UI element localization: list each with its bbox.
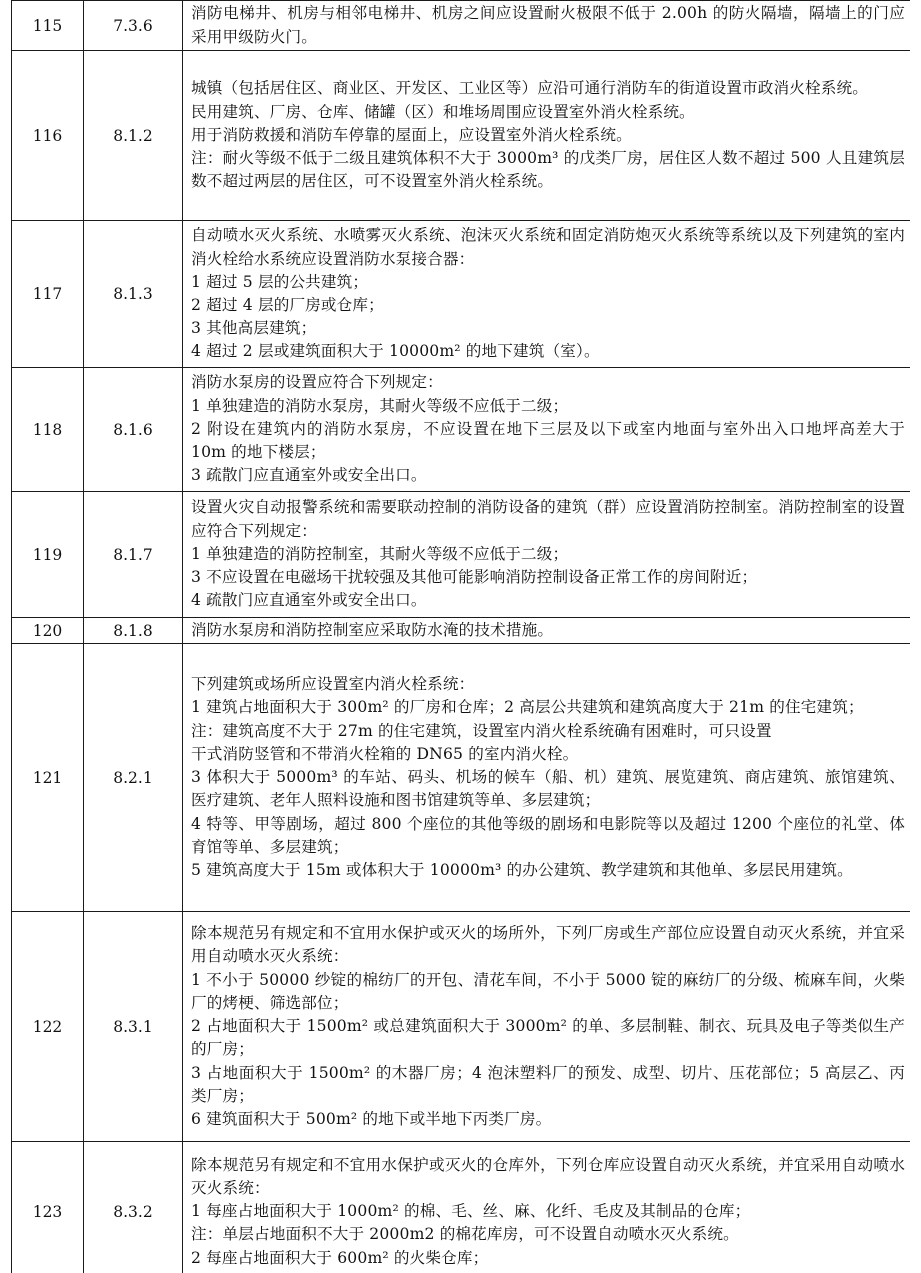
row-number: 122: [12, 912, 84, 1142]
text-line: 除本规范另有规定和不宜用水保护或灭火的场所外，下列厂房或生产部位应设置自动灭火系统，并宜采用自动喷水灭火系统：: [191, 924, 905, 966]
text-line: 4 疏散门应直通室外或安全出口。: [191, 591, 427, 610]
text-line: 1 每座占地面积大于 1000m² 的棉、毛、丝、麻、化纤、毛皮及其制品的仓库；: [191, 1202, 751, 1221]
text-line: 3 占地面积大于 1500m² 的木器厂房；4 泡沫塑料厂的预发、成型、切片、压花部位；5 高层乙、丙类厂房；: [191, 1063, 905, 1105]
clause-text: [183, 618, 911, 644]
text-line: 3 体积大于 5000m³ 的车站、码头、机场的候车（船、机）建筑、展览建筑、商店建筑、旅馆建筑、医疗建筑、老年人照料设施和图书馆建筑等单、多层建筑；: [191, 768, 905, 810]
text-line: 注：耐火等级不低于二级且建筑体积不大于 3000m³ 的戊类厂房，居住区人数不超过 500 人且建筑层数不超过两层的居住区，可不设置室外消火栓系统。: [191, 149, 905, 191]
text-line: 1 单独建造的消防水泵房，其耐火等级不应低于二级；: [191, 396, 569, 415]
clause-number: 8.1.6: [84, 368, 183, 492]
table-row: [12, 221, 911, 368]
text-line: 3 不应设置在电磁场干扰较强及其他可能影响消防控制设备正常工作的房间附近；: [191, 568, 758, 587]
regulation-table-wrapper: [11, 0, 910, 1273]
text-line: 3 疏散门应直通室外或安全出口。: [191, 466, 427, 485]
text-line: 消防水泵房的设置应符合下列规定：: [191, 373, 443, 392]
regulation-table: [11, 0, 910, 1273]
row-number: 120: [12, 618, 84, 644]
clause-number: 7.3.6: [84, 1, 183, 51]
text-line: 1 单独建造的消防控制室，其耐火等级不应低于二级；: [191, 544, 569, 563]
clause-text: [183, 1, 911, 51]
clause-number: 8.1.7: [84, 492, 183, 618]
text-line: 2 超过 4 层的厂房或仓库；: [191, 296, 384, 314]
table-row: [12, 1142, 911, 1273]
clause-number: 8.2.1: [84, 644, 183, 912]
text-line: 3 其他高层建筑；: [191, 319, 317, 338]
clause-text: [183, 51, 911, 221]
text-line: 城镇（包括居住区、商业区、开发区、工业区等）应沿可通行消防车的街道设置市政消火栓系统。: [191, 79, 868, 98]
text-line: 1 建筑占地面积大于 300m² 的厂房和仓库；2 高层公共建筑和建筑高度大于 21m 的住宅建筑；: [191, 698, 864, 717]
text-line: 4 特等、甲等剧场，超过 800 个座位的其他等级的剧场和电影院等以及超过 1200 个座位的礼堂、体育馆等单、多层建筑；: [191, 814, 905, 856]
text-line: 6 建筑面积大于 500m² 的地下或半地下丙类厂房。: [191, 1109, 552, 1128]
row-number: 121: [12, 644, 84, 912]
table-row: [12, 492, 911, 618]
table-row: [12, 368, 911, 492]
text-line: 民用建筑、厂房、仓库、储罐（区）和堆场周围应设置室外消火栓系统。: [191, 102, 695, 121]
clause-number: 8.1.2: [84, 51, 183, 221]
clause-text: [183, 221, 911, 368]
row-number: 117: [12, 221, 84, 368]
table-row: [12, 618, 911, 644]
text-line: 2 每座占地面积大于 600m² 的火柴仓库；: [191, 1248, 489, 1267]
text-line: 5 建筑高度大于 15m 或体积大于 10000m³ 的办公建筑、教学建筑和其他单、多层民用建筑。: [191, 860, 853, 879]
text-line: 1 超过 5 层的公共建筑；: [191, 272, 369, 291]
clause-number: 8.1.8: [84, 618, 183, 644]
row-number: 119: [12, 492, 84, 618]
clause-number: 8.3.1: [84, 912, 183, 1142]
clause-number: 8.3.2: [84, 1142, 183, 1273]
clause-text: [183, 368, 911, 492]
text-line: 1 不小于 50000 纱锭的棉纺厂的开包、清花车间，不小于 5000 锭的麻纺厂的分级、梳麻车间，火柴厂的烤梗、筛选部位；: [191, 970, 905, 1012]
text-line: 注：建筑高度不大于 27m 的住宅建筑，设置室内消火栓系统确有困难时，可只设置: [191, 721, 772, 740]
text-line: 4 超过 2 层或建筑面积大于 10000m² 的地下建筑（室）。: [191, 342, 600, 361]
text-line: 下列建筑或场所应设置室内消火栓系统：: [191, 675, 475, 694]
row-number: 123: [12, 1142, 84, 1273]
text-line: 2 附设在建筑内的消防水泵房，不应设置在地下三层及以下或室内地面与室外出入口地坪高差大于 10m 的地下楼层；: [191, 419, 905, 462]
table-row: [12, 51, 911, 221]
text-line: 消防电梯井、机房与相邻电梯井、机房之间应设置耐火极限不低于 2.00h 的防火隔墙，隔墙上的门应采用甲级防火门。: [191, 4, 905, 46]
table-row: [12, 912, 911, 1142]
table-row: [12, 644, 911, 912]
row-number: 115: [12, 1, 84, 51]
clause-text: [183, 644, 911, 912]
clause-text: [183, 1142, 911, 1273]
text-line: 消防水泵房和消防控制室应采取防水淹的技术措施。: [191, 621, 554, 639]
text-line: 设置火灾自动报警系统和需要联动控制的消防设备的建筑（群）应设置消防控制室。消防控制室的设置应符合下列规定：: [191, 498, 905, 540]
text-line: 用于消防救援和消防车停靠的屋面上，应设置室外消火栓系统。: [191, 125, 632, 144]
clause-number: 8.1.3: [84, 221, 183, 368]
text-line: 干式消防竖管和不带消火栓箱的 DN65 的室内消火栓。: [191, 744, 579, 763]
text-line: 自动喷水灭火系统、水喷雾灭火系统、泡沫灭火系统和固定消防炮灭火系统等系统以及下列建筑的室内消火栓给水系统应设置消防水泵接合器：: [191, 226, 905, 268]
text-line: 除本规范另有规定和不宜用水保护或灭火的仓库外，下列仓库应设置自动灭火系统，并宜采用自动喷水灭火系统：: [191, 1155, 905, 1197]
clause-text: [183, 492, 911, 618]
row-number: 116: [12, 51, 84, 221]
text-line: 2 占地面积大于 1500m² 或总建筑面积大于 3000m² 的单、多层制鞋、制衣、玩具及电子等类似生产的厂房；: [191, 1017, 905, 1059]
clause-text: [183, 912, 911, 1142]
text-line: 注：单层占地面积不大于 2000m2 的棉花库房，可不设置自动喷水灭火系统。: [191, 1225, 739, 1244]
table-row: [12, 1, 911, 51]
row-number: 118: [12, 368, 84, 492]
